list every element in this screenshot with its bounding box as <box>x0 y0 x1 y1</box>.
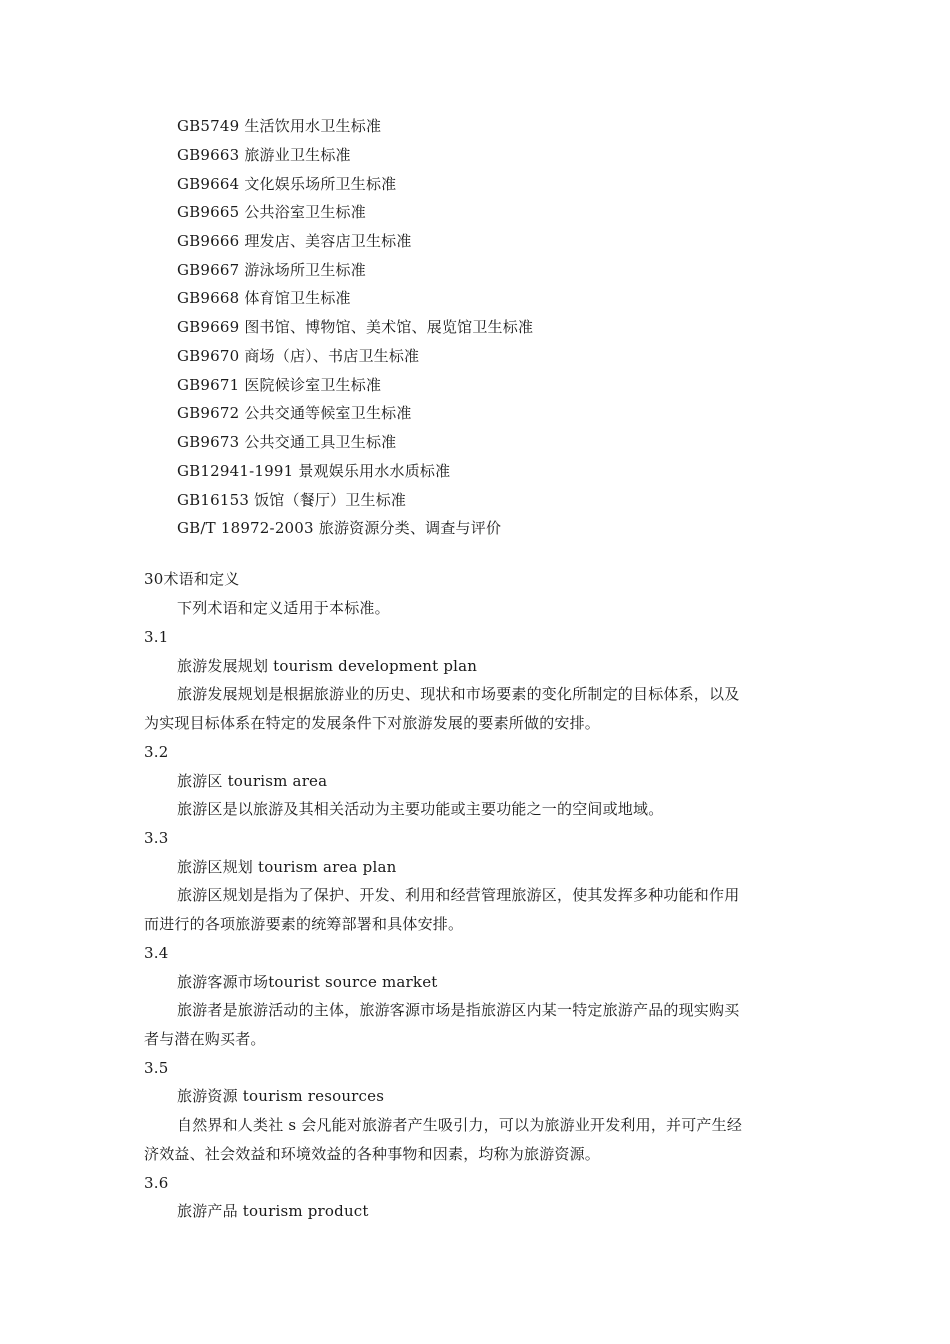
term-title: 旅游发展规划 tourism development plan <box>177 657 478 675</box>
term-definition: 旅游者是旅游活动的主体，旅游客源市场是指旅游区内某一特定旅游产品的现实购买 <box>177 1001 740 1019</box>
section-heading: 30术语和定义 <box>144 570 240 588</box>
term-definition: 旅游区规划是指为了保护、开发、利用和经营管理旅游区，使其发挥多种功能和作用 <box>177 886 740 904</box>
term-definition: 旅游区是以旅游及其相关活动为主要功能或主要功能之一的空间或地域。 <box>177 800 664 818</box>
reference-item: GB/T 18972-2003 旅游资源分类、调查与评价 <box>177 519 502 537</box>
term-number: 3.5 <box>144 1059 169 1077</box>
reference-item: GB5749 生活饮用水卫生标准 <box>177 117 382 135</box>
reference-item: GB9665 公共浴室卫生标准 <box>177 203 366 221</box>
term-title: 旅游产品 tourism product <box>177 1202 369 1220</box>
term-definition: 旅游发展规划是根据旅游业的历史、现状和市场要素的变化所制定的目标体系，以及 <box>177 685 740 703</box>
section-intro: 下列术语和定义适用于本标准。 <box>177 599 390 617</box>
reference-item: GB9663 旅游业卫生标准 <box>177 146 351 164</box>
term-definition-continued: 济效益、社会效益和环境效益的各种事物和因素，均称为旅游资源。 <box>144 1145 601 1163</box>
term-number: 3.4 <box>144 944 169 962</box>
reference-item: GB9666 理发店、美容店卫生标准 <box>177 232 412 250</box>
reference-item: GB9671 医院候诊室卫生标准 <box>177 376 382 394</box>
term-title: 旅游资源 tourism resources <box>177 1087 385 1105</box>
term-number: 3.3 <box>144 829 169 847</box>
term-definition-continued: 而进行的各项旅游要素的统筹部署和具体安排。 <box>144 915 464 933</box>
reference-item: GB9668 体育馆卫生标准 <box>177 289 351 307</box>
term-number: 3.1 <box>144 628 169 646</box>
reference-item: GB9672 公共交通等候室卫生标准 <box>177 404 412 422</box>
reference-item: GB9669 图书馆、博物馆、美术馆、展览馆卫生标准 <box>177 318 534 336</box>
reference-item: GB16153 饭馆（餐厅）卫生标准 <box>177 491 407 509</box>
reference-item: GB12941-1991 景观娱乐用水水质标准 <box>177 462 451 480</box>
term-definition: 自然界和人类社 s 会凡能对旅游者产生吸引力，可以为旅游业开发利用，并可产生经 <box>177 1116 743 1134</box>
reference-item: GB9667 游泳场所卫生标准 <box>177 261 366 279</box>
reference-item: GB9673 公共交通工具卫生标准 <box>177 433 397 451</box>
term-title: 旅游客源市场tourist source market <box>177 973 438 991</box>
reference-item: GB9670 商场（店）、书店卫生标准 <box>177 347 420 365</box>
term-definition-continued: 为实现目标体系在特定的发展条件下对旅游发展的要素所做的安排。 <box>144 714 601 732</box>
term-number: 3.6 <box>144 1174 169 1192</box>
term-title: 旅游区规划 tourism area plan <box>177 858 397 876</box>
term-number: 3.2 <box>144 743 169 761</box>
term-title: 旅游区 tourism area <box>177 772 328 790</box>
reference-item: GB9664 文化娱乐场所卫生标准 <box>177 175 397 193</box>
term-definition-continued: 者与潜在购买者。 <box>144 1030 266 1048</box>
